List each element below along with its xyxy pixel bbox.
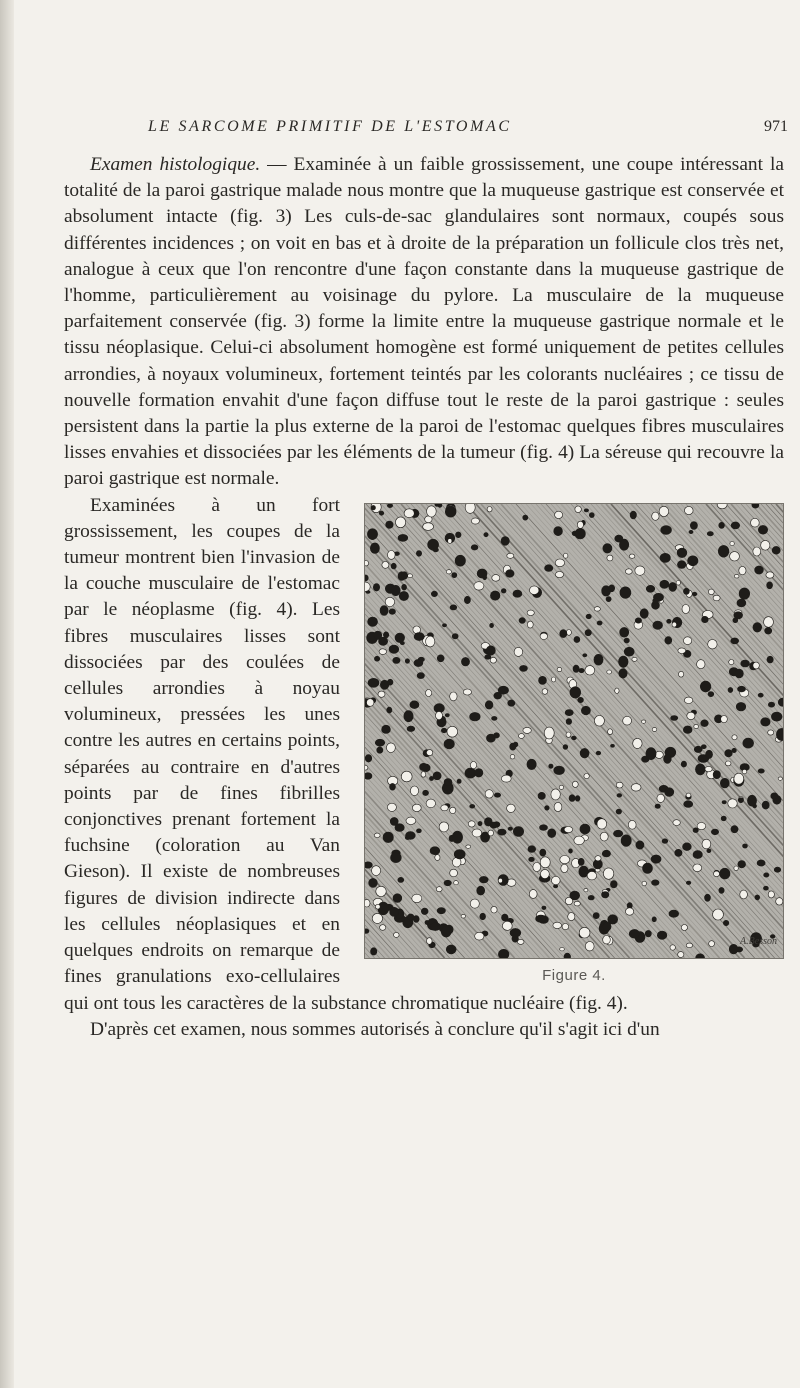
section-title: Examen histologique. bbox=[90, 154, 261, 175]
page-number: 971 bbox=[764, 118, 788, 135]
paragraph-histology bbox=[64, 152, 784, 493]
paragraph-conclusion: D'après cet examen, nous sommes autorisés à conclure qu'il s'agit ici d'un bbox=[90, 1018, 660, 1040]
running-title: LE SARCOME PRIMITIF DE L'ESTOMAC bbox=[148, 118, 512, 135]
micrograph-drawing bbox=[365, 504, 783, 958]
paragraph-high-magnification: Examinées à un fort grossissement, les coupes de la tumeur montrent bien l'invasion de la couche musculaire de l'estomac par le néoplasme (fig. 4). Les fibres musculaires lisses sont dissociées par des coulées de cellules arrondies à noyau volumineux, pressées les unes contre les autres en certains points, séparées au contraire en d'autres points par de fines fibrilles conjonctives prenant fortement la fuchsine (coloration au Van Gieson). Il existe de nombreuses figures de division indirecte dans les cellules néoplasiques et en quelques endroits on remarque de fines granulations exo-cellulaires qui ont tous les caractères de la substance chromatique nucléaire (fig. 4). bbox=[64, 494, 628, 1014]
figure-4 bbox=[360, 503, 788, 985]
micrograph-illustration bbox=[364, 503, 784, 959]
page-header bbox=[148, 118, 788, 146]
scan-edge bbox=[0, 0, 14, 1388]
paragraph-histology-text: — Examinée à un faible grossissement, une coupe intéressant la totalité de la paroi gastrique malade nous montre que la muqueuse gastrique est conservée et absolument intacte (fig. 3) Les culs-de-sac glandulaires sont normaux, coupés sous différentes incidences ; on voit en bas et à droite de la préparation un follicule clos très net, analogue à ceux que l'on rencontre d'une façon constante dans la muqueuse gastrique de l'homme, particulièrement au voisinage du pylore. La musculaire de la muqueuse parfaitement conservée (fig. 3) forme la limite entre la muqueuse gastrique normale et le tissu néoplasique. Celui-ci absolument homogène est formé uniquement de petites cellules arrondies, à noyaux volumineux, fortement teintés par les colorants nucléaires ; ce tissu de nouvelle formation envahit d'une façon diffuse tout le reste de la paroi gastrique : seules persistent dans la partie la plus externe de la paroi de l'estomac quelques fibres musculaires lisses envahies et dissociées par les éléments de la tumeur (fig. 4) La séreuse qui recouvre la paroi gastrique est normale. bbox=[64, 154, 784, 490]
illustrator-signature: A.Besson bbox=[740, 936, 777, 948]
figure-caption: Figure 4. bbox=[542, 966, 606, 984]
body-text bbox=[64, 152, 784, 1043]
